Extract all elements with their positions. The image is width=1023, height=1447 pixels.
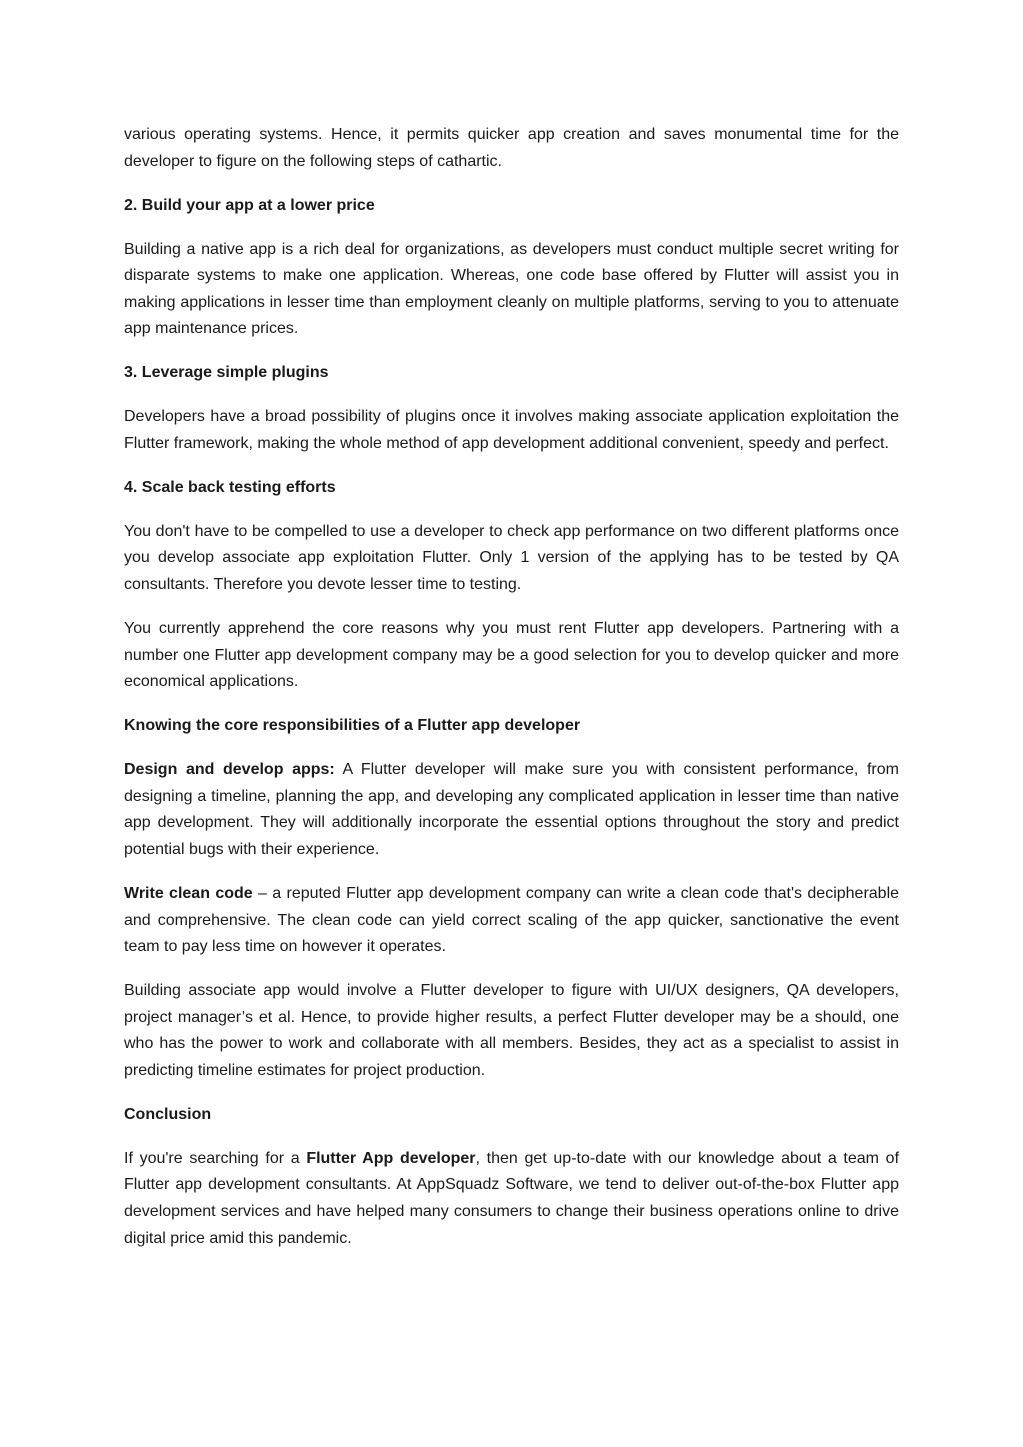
paragraph-clean-code: [124, 881, 899, 961]
heading-conclusion: Conclusion: [124, 1105, 212, 1123]
heading-plugins: 3. Leverage simple plugins: [124, 364, 329, 382]
design-label: Design and develop apps:: [124, 761, 335, 779]
document-page: [124, 122, 899, 1270]
heading-lower-price: 2. Build your app at a lower price: [124, 196, 375, 214]
heading-testing: 4. Scale back testing efforts: [124, 478, 336, 496]
clean-code-label: Write clean code: [124, 884, 253, 902]
flutter-services-link[interactable]: Flutter app development services: [124, 1176, 900, 1221]
paragraph-plugins: Developers have a broad possibility of plugins once it involves making associate application exploitation the Flutter framework, making the whole method of app development additional convenient, speedy and perfect.: [124, 408, 899, 452]
clean-code-text-after: can write a clean code that's decipherable and comprehensive. The clean code can yield correct scaling of the app quicker, sanctionative the event team to pay less time on however it operates.: [124, 884, 900, 956]
paragraph-design: [124, 757, 899, 863]
design-text: A Flutter developer will make sure you with consistent performance, from designing a timeline, planning the app, and developing any complicated application in lesser time than native app development. They will additionally incorporate the essential options throughout the story and predict potential bugs with their experience.: [124, 761, 899, 858]
paragraph-conclusion: [124, 1146, 899, 1252]
conclusion-text-1: If you're searching for a: [124, 1149, 307, 1167]
paragraph-lower-price: Building a native app is a rich deal for organizations, as developers must conduct multiple secret writing for disparate systems to make one application. Whereas, one code base offered by Flutter will assist you in making applications in lesser time than employment cleanly on multiple platforms, serving to you to attenuate app maintenance prices.: [124, 240, 899, 338]
paragraph-building: Building associate app would involve a Flutter developer to figure with UI/UX designers, QA developers, project manager’s et al. Hence, to provide higher results, a perfect Flutter developer may be a should, one who has the power to work and collaborate with all members. Besides, they act as a specialist to assist in predicting timeline estimates for project production.: [124, 982, 899, 1079]
paragraph-testing: You don't have to be compelled to use a developer to check app performance on two different platforms once you develop associate app exploitation Flutter. Only 1 version of the applying has to be tested by QA consultants. Therefore you devote lesser time to testing.: [124, 522, 899, 594]
conclusion-text-3: and have helped many consumers to change their business operations online to drive digital price amid this pandemic.: [124, 1203, 899, 1247]
intro-paragraph: various operating systems. Hence, it permits quicker app creation and saves monumental time for the developer to figure on the following steps of cathartic.: [124, 126, 899, 170]
conclusion-bold: Flutter App developer: [306, 1149, 476, 1167]
conclusion-text-2: , then get up-to-date with our knowledge about a team of Flutter app development consultants. At AppSquadz Software, we tend to deliver out-of-the-box: [124, 1149, 900, 1194]
heading-responsibilities: Knowing the core responsibilities of a Flutter app developer: [124, 717, 581, 735]
clean-code-text-before: – a reputed: [252, 884, 347, 902]
paragraph-reasons: You currently apprehend the core reasons why you must rent Flutter app developers. Partnering with a number one Flutter app development company may be a good selection for you to develop quicker and more economical applications.: [124, 620, 899, 691]
flutter-company-link[interactable]: Flutter app development company: [346, 884, 591, 902]
